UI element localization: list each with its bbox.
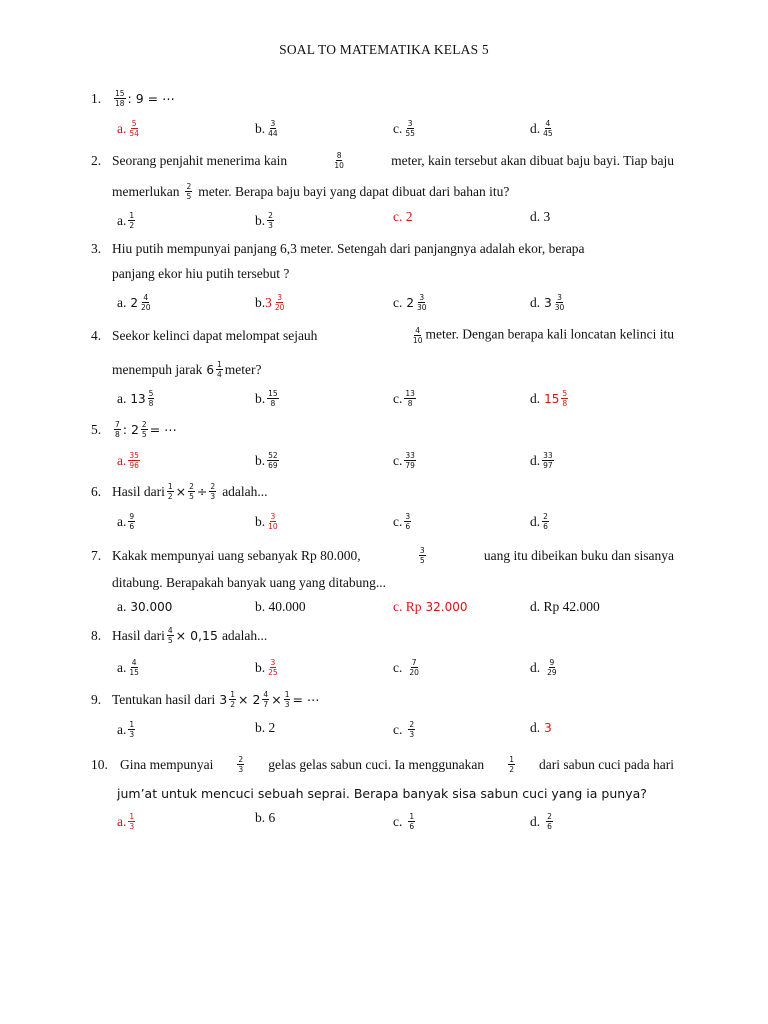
fraction: $\frac{1}{2}$ xyxy=(509,755,514,774)
option-c: c. 2 $\frac{3}{30}$ xyxy=(393,293,427,312)
option-b: b. $\frac{2}{3}$ xyxy=(255,211,273,230)
question-number: 1. xyxy=(91,90,102,106)
option-d: d. $\frac{4}{45}$ xyxy=(530,119,553,138)
option-d: d. Rp 42.000 xyxy=(530,599,600,614)
option-b: b. 3 $\frac{3}{20}$ xyxy=(255,293,285,312)
option-c: c. $\frac{2}{3}$ xyxy=(393,720,415,739)
option-d: d. 15 $\frac{5}{8}$ xyxy=(530,389,568,408)
option-a: a. $\frac{35}{96}$ xyxy=(117,451,139,470)
question-3-line-1: 3. Hiu putih mempunyai panjang 6,3 meter. Setengah dari panjangnya adalah ekor, berapa xyxy=(91,241,585,256)
option-b: b. 40.000 xyxy=(255,599,306,614)
option-d: d. $\frac{9}{29}$ xyxy=(530,658,557,677)
question-number: 6. xyxy=(91,483,102,499)
question-10-line-1: 10. Gina mempunyai $\frac{2}{3}$ gelas gelas sabun cuci. Ia menggunakan $\frac{1}{2}$ dari sabun cuci pada hari xyxy=(91,755,674,774)
option-d: d. $\frac{33}{97}$ xyxy=(530,451,553,470)
option-a: a. 13 $\frac{5}{8}$ xyxy=(117,389,154,408)
option-b: b. $\frac{52}{69}$ xyxy=(255,451,278,470)
option-d: d. 3 $\frac{3}{30}$ xyxy=(530,293,565,312)
option-c: c. Rp 32.000 xyxy=(393,599,468,614)
page-title: SOAL TO MATEMATIKA KELAS 5 xyxy=(279,42,489,57)
question-9: 9. Tentukan hasil dari 3 $\frac{1}{2}$ × 2 $\frac{4}{7}$ × $\frac{1}{3}$ = ⋯ xyxy=(91,690,320,709)
question-7-line-1: 7. Kakak mempunyai uang sebanyak Rp 80.000, $\frac{3}{5}$ uang itu dibeikan buku dan sisanya xyxy=(91,546,674,565)
fraction: $\frac{3}{5}$ xyxy=(419,546,425,565)
fraction: $\frac{4}{10}$ xyxy=(412,326,423,345)
option-d: d. 3 xyxy=(530,720,552,735)
option-a: a. $\frac{5}{54}$ xyxy=(117,119,139,138)
fraction: $\frac{1}{3}$ xyxy=(284,690,290,709)
option-a: a. $\frac{1}{3}$ xyxy=(117,812,135,831)
option-d: d. $\frac{2}{6}$ xyxy=(530,812,552,831)
question-number: 3. xyxy=(91,241,102,256)
question-4-line-1: 4. Seekor kelinci dapat melompat sejauh $\frac{4}{10}$ meter. Dengan berapa kali loncatan kelinci itu xyxy=(91,326,674,345)
option-c: c. $\frac{7}{20}$ xyxy=(393,658,419,677)
option-a: a. $\frac{1}{2}$ xyxy=(117,211,135,230)
question-3-line-2: panjang ekor hiu putih tersebut ? xyxy=(112,266,290,281)
option-c: c. $\frac{1}{6}$ xyxy=(393,812,415,831)
option-a: a. $\frac{1}{3}$ xyxy=(117,720,135,739)
fraction: $\frac{2}{5}$ xyxy=(186,182,192,201)
question-2-line-1: 2. Seorang penjahit menerima kain $\frac{8}{10}$ meter, kain tersebut akan dibuat baju bayi. Tiap baju xyxy=(91,151,674,170)
question-2-line-2: memerlukan $\frac{2}{5}$ meter. Berapa baju bayi yang dapat dibuat dari bahan itu? xyxy=(112,182,510,201)
fraction: $\frac{15}{18}$ xyxy=(115,89,125,108)
fraction: $\frac{8}{10}$ xyxy=(334,151,344,170)
option-a: a. 30.000 xyxy=(117,599,173,614)
fraction: $\frac{4}{5}$ xyxy=(167,626,173,645)
fraction: $\frac{7}{8}$ xyxy=(115,420,120,439)
option-a: a. 2 $\frac{4}{20}$ xyxy=(117,293,151,312)
question-6: 6. Hasil dari $\frac{1}{2}$ × $\frac{2}{5}$ ÷ $\frac{2}{3}$ adalah... xyxy=(91,482,268,501)
question-number: 7. xyxy=(91,547,102,563)
question-5: 5. $\frac{7}{8}$ : 2 $\frac{2}{5}$ = ⋯ xyxy=(91,420,177,439)
question-4-line-2: menempuh jarak 6 $\frac{1}{4}$ meter? xyxy=(112,360,262,379)
option-c: c. $\frac{33}{79}$ xyxy=(393,451,415,470)
fraction: $\frac{4}{7}$ xyxy=(263,690,269,709)
question-number: 5. xyxy=(91,421,102,437)
question-number: 9. xyxy=(91,691,102,707)
fraction: $\frac{2}{3}$ xyxy=(238,755,244,774)
fraction: $\frac{2}{5}$ xyxy=(189,482,194,501)
question-8: 8. Hasil dari $\frac{4}{5}$ × 0,15 adalah... xyxy=(91,626,268,645)
option-b: b. $\frac{3}{25}$ xyxy=(255,658,278,677)
option-d: d. $\frac{2}{6}$ xyxy=(530,512,548,531)
option-c: c. $\frac{3}{6}$ xyxy=(393,512,411,531)
option-c: c. $\frac{13}{8}$ xyxy=(393,389,415,408)
fraction: $\frac{1}{2}$ xyxy=(230,690,236,709)
question-number: 2. xyxy=(91,152,102,168)
question-number: 8. xyxy=(91,627,102,643)
option-b: b. 2 xyxy=(255,720,276,735)
expression-text: : 9 = ⋯ xyxy=(127,91,175,106)
option-a: a. $\frac{9}{6}$ xyxy=(117,512,135,531)
option-c: c. 2 xyxy=(393,209,413,224)
option-b: b. $\frac{3}{44}$ xyxy=(255,119,278,138)
question-number: 10. xyxy=(91,756,108,772)
fraction: $\frac{2}{3}$ xyxy=(210,482,216,501)
fraction: $\frac{1}{2}$ xyxy=(167,482,173,501)
option-b: b. $\frac{3}{10}$ xyxy=(255,512,278,531)
option-a: a. $\frac{4}{15}$ xyxy=(117,658,139,677)
fraction: $\frac{1}{4}$ xyxy=(216,360,222,379)
option-b: b. $\frac{15}{8}$ xyxy=(255,389,278,408)
question-1 xyxy=(91,89,674,108)
option-d: d. 3 xyxy=(530,209,551,224)
option-c: c. $\frac{3}{55}$ xyxy=(393,119,415,138)
question-number: 4. xyxy=(91,327,102,343)
question-10-line-2: jum’at untuk mencuci sebuah seprai. Berapa banyak sisa sabun cuci yang ia punya? xyxy=(117,786,647,801)
question-7-line-2: ditabung. Berapakah banyak uang yang ditabung... xyxy=(112,575,387,590)
option-b: b. 6 xyxy=(255,810,276,825)
fraction: $\frac{2}{5}$ xyxy=(141,420,147,439)
